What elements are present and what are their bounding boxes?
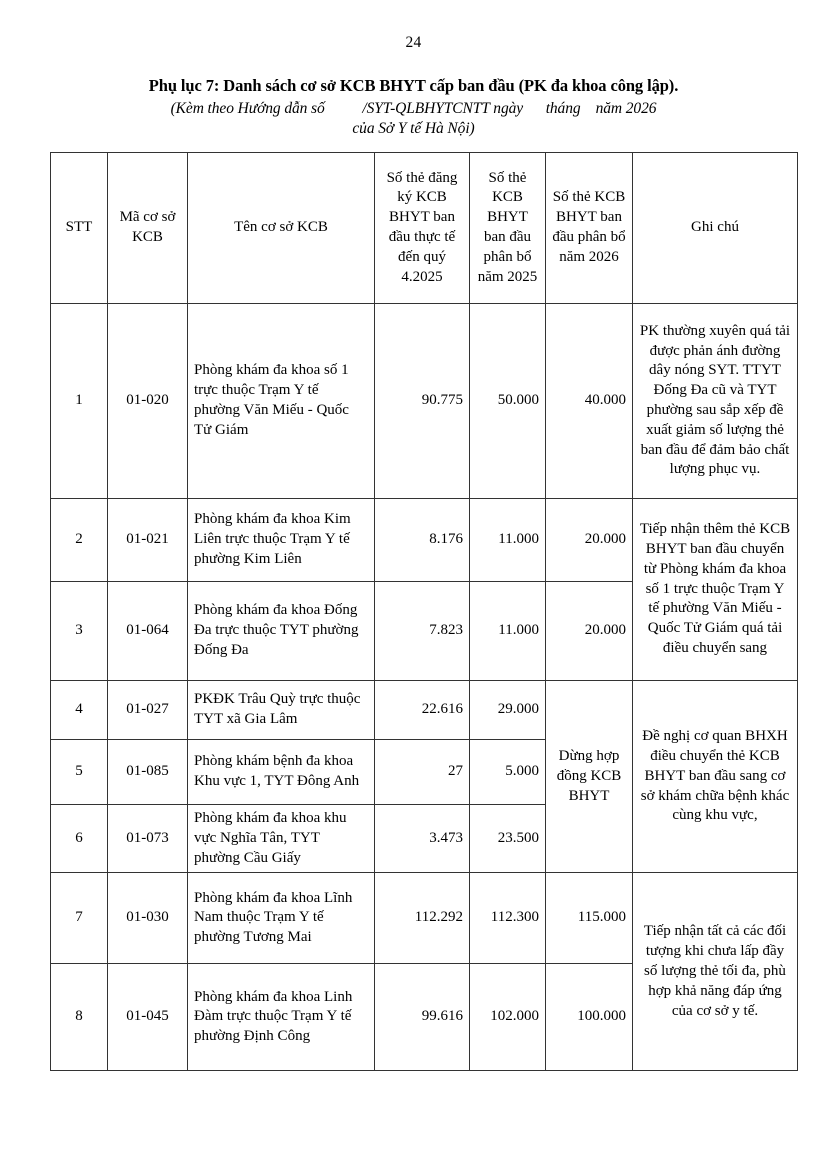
cell-the-q4-2025: 27: [375, 740, 470, 805]
column-header-the-q4-2025: Số thẻ đăng ký KCB BHYT ban đầu thực tế đến quý 4.2025: [375, 153, 470, 304]
cell-ten-co-so: Phòng khám đa khoa khu vực Nghĩa Tân, TYT phường Cầu Giấy: [188, 805, 375, 873]
column-header-ten-co-so: Tên cơ sở KCB: [188, 153, 375, 304]
cell-phan-bo-2025: 23.500: [470, 805, 546, 873]
facility-allocation-table: [50, 152, 798, 1071]
cell-ma-co-so: 01-073: [108, 805, 188, 873]
cell-phan-bo-2025: 29.000: [470, 681, 546, 740]
cell-ma-co-so: 01-045: [108, 964, 188, 1071]
cell-the-q4-2025: 112.292: [375, 873, 470, 964]
subtitle-line-1: (Kèm theo Hướng dẫn số /SYT-QLBHYTCNTT ngày tháng năm 2026: [170, 100, 657, 117]
cell-the-q4-2025: 3.473: [375, 805, 470, 873]
cell-the-q4-2025: 99.616: [375, 964, 470, 1071]
table-row: [51, 499, 798, 582]
cell-ghi-chu: Tiếp nhận tất cả các đối tượng khi chưa lấp đầy số lượng thẻ tối đa, phù hợp khả năng đáp ứng của cơ sở y tế.: [633, 873, 798, 1071]
cell-phan-bo-2025: 112.300: [470, 873, 546, 964]
cell-phan-bo-2025: 11.000: [470, 582, 546, 681]
document-subtitle: [0, 100, 827, 138]
cell-ma-co-so: 01-027: [108, 681, 188, 740]
cell-phan-bo-2026: 20.000: [546, 499, 633, 582]
cell-phan-bo-2025: 50.000: [470, 304, 546, 499]
cell-ten-co-so: PKĐK Trâu Quỳ trực thuộc TYT xã Gia Lâm: [188, 681, 375, 740]
column-header-phan-bo-2025: Số thẻ KCB BHYT ban đầu phân bổ năm 2025: [470, 153, 546, 304]
cell-ma-co-so: 01-085: [108, 740, 188, 805]
cell-stt: 1: [51, 304, 108, 499]
table-row: [51, 681, 798, 740]
cell-the-q4-2025: 22.616: [375, 681, 470, 740]
cell-ten-co-so: Phòng khám đa khoa Kim Liên trực thuộc Trạm Y tế phường Kim Liên: [188, 499, 375, 582]
cell-stt: 7: [51, 873, 108, 964]
subtitle-line-2: của Sở Y tế Hà Nội): [352, 120, 475, 137]
column-header-ghi-chu: Ghi chú: [633, 153, 798, 304]
cell-phan-bo-2026: 20.000: [546, 582, 633, 681]
table-header-row: [51, 153, 798, 304]
cell-phan-bo-2025: 5.000: [470, 740, 546, 805]
column-header-ma-co-so: Mã cơ sở KCB: [108, 153, 188, 304]
cell-ten-co-so: Phòng khám đa khoa số 1 trực thuộc Trạm Y tế phường Văn Miếu - Quốc Tử Giám: [188, 304, 375, 499]
cell-ghi-chu: Đề nghị cơ quan BHXH điều chuyển thẻ KCB BHYT ban đầu sang cơ sở khám chữa bệnh khác cùng khu vực,: [633, 681, 798, 873]
cell-ghi-chu: PK thường xuyên quá tải được phản ánh đường dây nóng SYT. TTYT Đống Đa cũ và TYT phường sau sắp xếp đề xuất giảm số lượng thẻ ban đầu để đảm bảo chất lượng phục vụ.: [633, 304, 798, 499]
cell-phan-bo-2025: 11.000: [470, 499, 546, 582]
table-header: [51, 153, 798, 304]
page-title: Phụ lục 7: Danh sách cơ sở KCB BHYT cấp ban đầu (PK đa khoa công lập).: [148, 76, 679, 95]
cell-the-q4-2025: 8.176: [375, 499, 470, 582]
cell-ten-co-so: Phòng khám đa khoa Linh Đàm trực thuộc Trạm Y tế phường Định Công: [188, 964, 375, 1071]
cell-phan-bo-2026: 100.000: [546, 964, 633, 1071]
cell-ghi-chu: Tiếp nhận thêm thẻ KCB BHYT ban đầu chuyển từ Phòng khám đa khoa số 1 trực thuộc Trạm Y tế phường Văn Miếu - Quốc Tử Giám quá tải điều chuyển sang: [633, 499, 798, 681]
cell-the-q4-2025: 90.775: [375, 304, 470, 499]
cell-ten-co-so: Phòng khám đa khoa Lĩnh Nam thuộc Trạm Y tế phường Tương Mai: [188, 873, 375, 964]
table-row: [51, 304, 798, 499]
table-body: [51, 304, 798, 1071]
table-row: [51, 873, 798, 964]
cell-stt: 2: [51, 499, 108, 582]
cell-phan-bo-2026: 40.000: [546, 304, 633, 499]
cell-ma-co-so: 01-030: [108, 873, 188, 964]
cell-stt: 8: [51, 964, 108, 1071]
cell-phan-bo-2025: 102.000: [470, 964, 546, 1071]
cell-stt: 5: [51, 740, 108, 805]
cell-the-q4-2025: 7.823: [375, 582, 470, 681]
cell-phan-bo-2026-stopped: Dừng hợp đồng KCB BHYT: [546, 681, 633, 873]
cell-stt: 4: [51, 681, 108, 740]
cell-phan-bo-2026: 115.000: [546, 873, 633, 964]
cell-ma-co-so: 01-064: [108, 582, 188, 681]
cell-ma-co-so: 01-021: [108, 499, 188, 582]
cell-stt: 3: [51, 582, 108, 681]
cell-ma-co-so: 01-020: [108, 304, 188, 499]
column-header-stt: STT: [51, 153, 108, 304]
cell-ten-co-so: Phòng khám bệnh đa khoa Khu vực 1, TYT Đông Anh: [188, 740, 375, 805]
column-header-phan-bo-2026: Số thẻ KCB BHYT ban đầu phân bổ năm 2026: [546, 153, 633, 304]
page-number: 24: [405, 34, 422, 51]
cell-ten-co-so: Phòng khám đa khoa Đống Đa trực thuộc TYT phường Đống Đa: [188, 582, 375, 681]
cell-stt: 6: [51, 805, 108, 873]
